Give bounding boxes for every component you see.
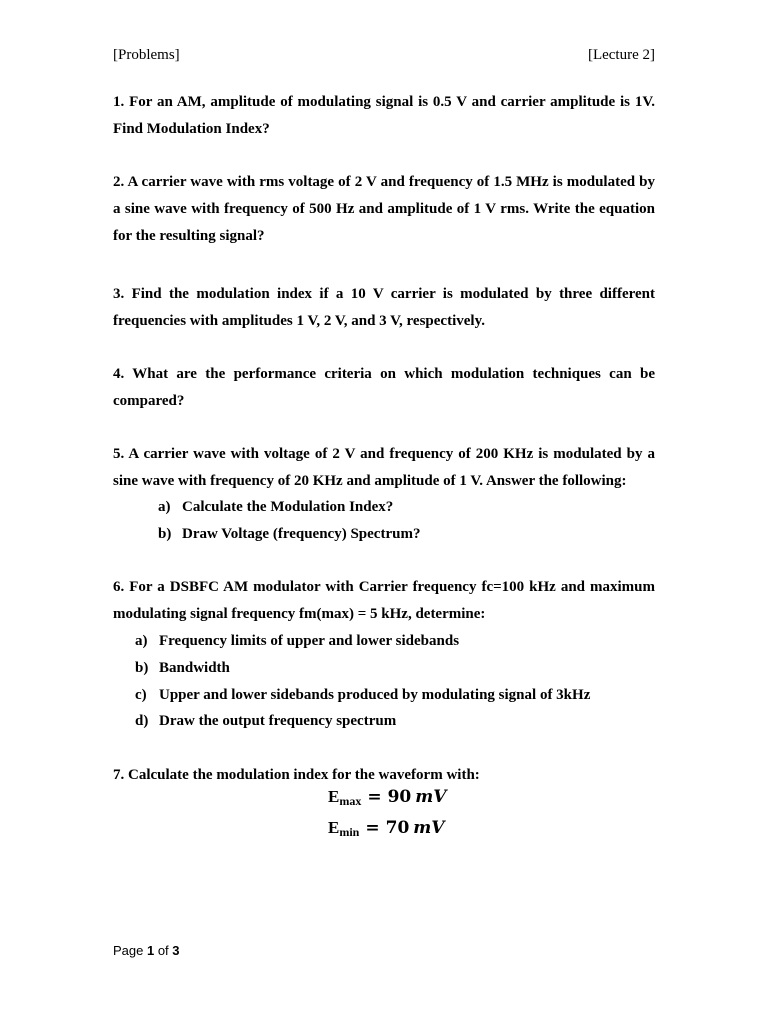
footer-middle: of xyxy=(154,943,173,958)
problem-line: Find Modulation Index? xyxy=(113,121,270,137)
problem-line: a sine wave with frequency of 500 Hz and amplitude of 1 V rms. Write the equation xyxy=(113,201,655,217)
problem-line: modulating signal frequency fm(max) = 5 kHz, determine: xyxy=(113,606,486,622)
problem-line: 1. For an AM, amplitude of modulating signal is 0.5 V and carrier amplitude is 1V. xyxy=(113,94,655,110)
problem-4 xyxy=(113,361,655,415)
problem-1 xyxy=(113,89,655,143)
subitem-marker: a) xyxy=(158,499,171,515)
equation-symbol: E xyxy=(328,787,340,806)
problem-line: 2. A carrier wave with rms voltage of 2 V and frequency of 1.5 MHz is modulated by xyxy=(113,174,655,190)
problem-line: 3. Find the modulation index if a 10 V carrier is modulated by three different xyxy=(113,286,655,302)
equation-value: 70 xyxy=(385,818,410,838)
subitem-6b xyxy=(135,655,230,682)
header-right-label: [Lecture 2] xyxy=(587,47,655,63)
equation-unit: mV xyxy=(413,818,445,838)
problem-line: 7. Calculate the modulation index for the waveform with: xyxy=(113,767,480,783)
problem-line: 4. What are the performance criteria on which modulation techniques can be xyxy=(113,366,655,382)
equation-value: 90 xyxy=(387,787,412,807)
header-left-label: [Problems] xyxy=(113,47,180,63)
subitem-marker: d) xyxy=(135,713,149,729)
subitem-text: Upper and lower sidebands produced by modulating signal of 3kHz xyxy=(159,687,591,703)
footer-prefix: Page xyxy=(113,943,147,958)
equation-emin xyxy=(328,817,444,843)
problem-3 xyxy=(113,281,655,335)
equation-subscript: min xyxy=(339,825,360,839)
subitem-marker: c) xyxy=(135,687,147,703)
subitem-5b xyxy=(158,521,420,548)
problem-line: sine wave with frequency of 20 KHz and amplitude of 1 V. Answer the following: xyxy=(113,473,627,489)
problem-line: 5. A carrier wave with voltage of 2 V and frequency of 200 KHz is modulated by a xyxy=(113,446,655,462)
problem-6 xyxy=(113,574,655,628)
equation-subscript: max xyxy=(339,794,362,808)
equation-unit: mV xyxy=(415,787,447,807)
problem-line: frequencies with amplitudes 1 V, 2 V, and 3 V, respectively. xyxy=(113,313,485,329)
subitem-6d xyxy=(135,708,396,735)
subitem-5a xyxy=(158,494,393,521)
problem-2 xyxy=(113,169,655,250)
subitem-text: Draw the output frequency spectrum xyxy=(159,713,397,729)
problem-line: compared? xyxy=(113,393,185,409)
subitem-text: Calculate the Modulation Index? xyxy=(182,499,394,515)
problem-line: 6. For a DSBFC AM modulator with Carrier frequency fc=100 kHz and maximum xyxy=(113,579,655,595)
problem-line: for the resulting signal? xyxy=(113,228,265,244)
subitem-6c xyxy=(135,682,590,709)
problem-7 xyxy=(113,762,655,789)
footer-current-page: 1 xyxy=(146,943,155,958)
page-footer xyxy=(113,943,180,958)
subitem-text: Draw Voltage (frequency) Spectrum? xyxy=(182,526,421,542)
problem-5 xyxy=(113,441,655,495)
footer-total-pages: 3 xyxy=(172,943,180,958)
equation-emax xyxy=(328,786,446,812)
equals-sign: = xyxy=(367,787,382,807)
subitem-6a xyxy=(135,628,459,655)
subitem-marker: b) xyxy=(135,660,149,676)
subitem-text: Frequency limits of upper and lower sidebands xyxy=(159,633,460,649)
subitem-text: Bandwidth xyxy=(159,660,230,676)
subitem-marker: b) xyxy=(158,526,172,542)
subitem-marker: a) xyxy=(135,633,148,649)
equals-sign: = xyxy=(365,818,380,838)
equation-symbol: E xyxy=(328,818,340,837)
